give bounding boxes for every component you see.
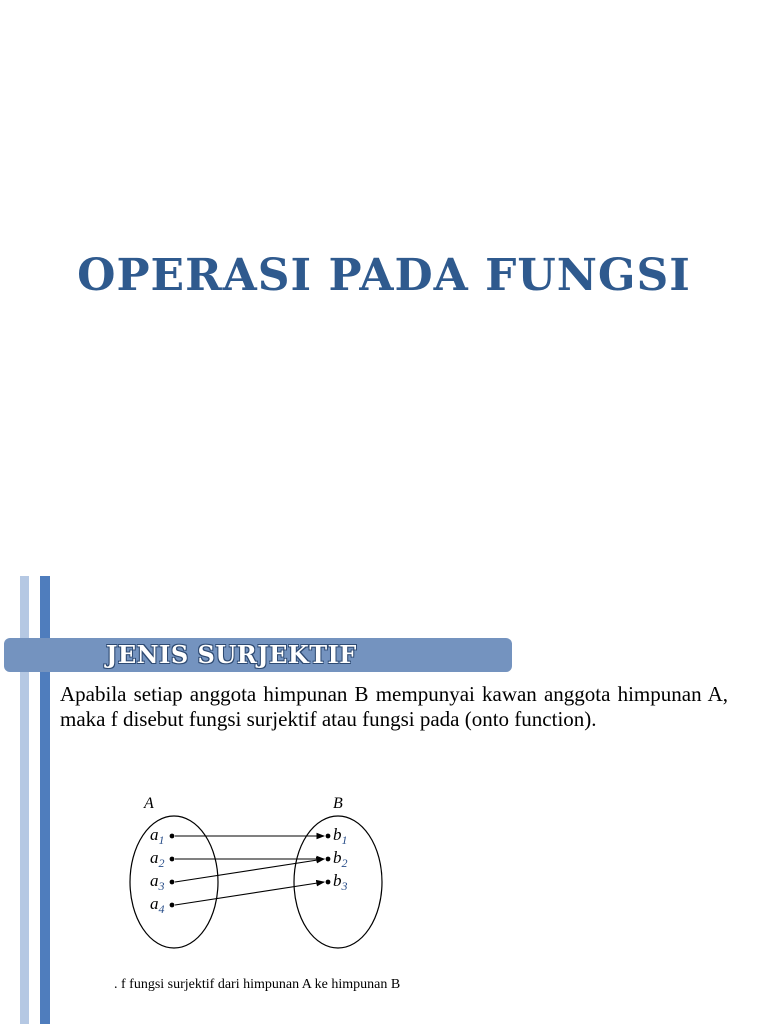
set-a-point-1 [170, 834, 175, 839]
set-a-element-4-base: a [150, 894, 159, 913]
set-b-point-1 [326, 834, 331, 839]
set-a-element-4 [150, 894, 165, 916]
set-a-element-3-base: a [150, 871, 159, 890]
slide-surjektif [0, 576, 768, 1024]
page-title: OPERASI PADA FUNGSI [77, 250, 691, 301]
set-b-element-2-subscript: 2 [341, 856, 348, 870]
set-b-point-2 [326, 857, 331, 862]
set-a-element-2-base: a [150, 848, 159, 867]
set-b-element-1 [333, 825, 348, 847]
set-b-point-3 [326, 880, 331, 885]
set-b-element-1-base: b [333, 825, 342, 844]
set-a-element-3-subscript: 3 [158, 879, 165, 893]
mapping-diagram [100, 792, 500, 1002]
set-a-label: A [144, 795, 154, 812]
section-title: JENIS SURJEKTIF [106, 640, 357, 669]
set-a-point-4 [170, 903, 175, 908]
set-b-element-3 [333, 871, 348, 893]
set-b-element-3-subscript: 3 [341, 879, 348, 893]
set-b-element-2-base: b [333, 848, 342, 867]
diagram-caption: . f fungsi surjektif dari himpunan A ke himpunan B [114, 977, 401, 992]
set-a-element-3 [150, 871, 165, 893]
definition-paragraph: Apabila setiap anggota himpunan B mempunyai kawan anggota himpunan A, maka f disebut fungsi surjektif atau fungsi pada (onto function). [60, 682, 728, 731]
mapping-arrow-4 [175, 882, 324, 905]
set-a-element-1 [150, 825, 165, 847]
set-a-element-1-base: a [150, 825, 159, 844]
set-a-point-2 [170, 857, 175, 862]
mapping-arrow-3 [175, 859, 324, 882]
set-a-element-2 [150, 848, 165, 870]
set-b-element-3-base: b [333, 871, 342, 890]
set-a-element-2-subscript: 2 [158, 856, 165, 870]
set-a-point-3 [170, 880, 175, 885]
set-b-element-1-subscript: 1 [341, 833, 348, 847]
set-b-element-2 [333, 848, 348, 870]
set-b-label: B [333, 795, 343, 812]
set-a-element-1-subscript: 1 [158, 833, 165, 847]
set-a-element-4-subscript: 4 [158, 902, 165, 916]
